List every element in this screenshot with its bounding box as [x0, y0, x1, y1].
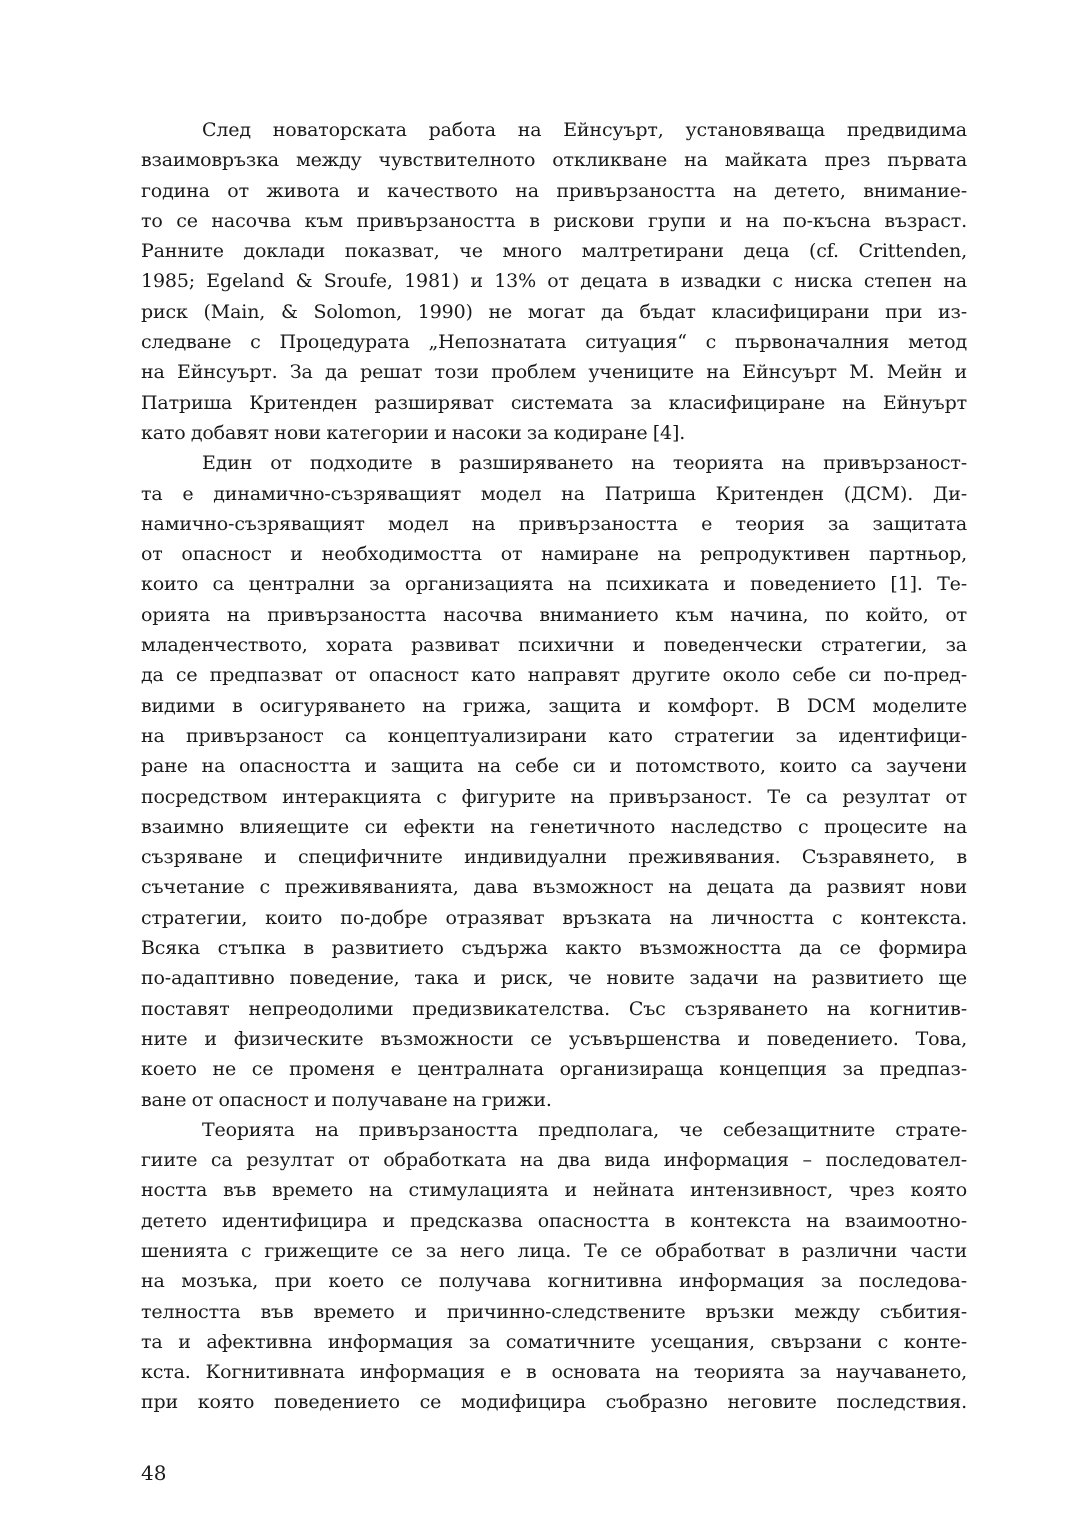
text-line: та и афективна информация за соматичните усещания, свързани с конте-	[141, 1330, 967, 1353]
text-line: то се насочва към привързаността в рискови групи и на по-късна възраст.	[141, 209, 967, 232]
text-line: След новаторската работа на Ейнсуърт, установяваща предвидима	[202, 119, 967, 141]
page-number: 48	[141, 1461, 167, 1485]
text-line: на привързаност са концептуализирани като стратегии за идентифици-	[141, 724, 967, 747]
text-line: Ранните доклади показват, че много малтретирани деца (cf. Crittenden,	[141, 240, 967, 263]
text-line: видими в осигуряването на грижа, защита и комфорт. В DCM моделите	[141, 694, 967, 717]
text-line: намично-съзряващият модел на привързаността е теория за защитата	[141, 512, 967, 535]
text-line: та е динамично-съзряващият модел на Патриша Критенден (ДСМ). Ди-	[141, 482, 967, 505]
text-line: Патриша Критенден разширяват системата за класифициране на Ейнуърт	[141, 391, 967, 414]
text-line: ване от опасност и получаване на грижи.	[141, 1088, 552, 1111]
text-line: което не се променя е централната организираща концепция за предпаз-	[141, 1058, 967, 1081]
text-line: по-адаптивно поведение, така и риск, че новите задачи на развитието ще	[141, 967, 967, 990]
text-line: 1985; Egeland & Sroufe, 1981) и 13% от децата в извадки с ниска степен на	[141, 270, 967, 293]
text-line: като добавят нови категории и насоки за кодиране [4].	[141, 421, 686, 444]
text-line: взаимовръзка между чувствителното откликване на майката през първата	[141, 149, 967, 172]
text-line: следване с Процедурата „Непознатата ситуация“ с първоначалния метод	[141, 331, 967, 354]
text-line: поставят непреодолими предизвикателства. Със съзряването на когнитив-	[141, 997, 967, 1020]
text-line: телността във времето и причинно-следствените връзки между събития-	[141, 1300, 967, 1323]
text-line: да се предпазват от опасност като направят другите около себе си по-пред-	[141, 664, 967, 687]
text-line: година от живота и качеството на привързаността на детето, внимание-	[141, 179, 967, 202]
text-line: при която поведението се модифицира съобразно неговите последствия.	[141, 1391, 967, 1414]
text-line: шенията с грижещите се за него лица. Те се обработват в различни части	[141, 1239, 967, 1262]
paragraph-3	[141, 1115, 967, 1418]
text-line: Теорията на привързаността предполага, че себезащитните страте-	[202, 1118, 967, 1141]
text-line: ране на опасността и защита на себе си и потомството, които са заучени	[141, 755, 967, 778]
paragraph-2	[141, 448, 967, 1115]
text-line: гиите са резултат от обработката на два вида информация – последовател-	[141, 1149, 967, 1172]
text-line: ността във времето на стимулацията и нейната интензивност, чрез която	[141, 1179, 967, 1202]
text-line: риск (Main, & Solomon, 1990) не могат да бъдат класифицирани при из-	[141, 300, 967, 323]
text-line: на мозъка, при което се получава когнитивна информация за последова-	[141, 1270, 967, 1293]
text-line: които са централни за организацията на психиката и поведението [1]. Те-	[141, 573, 967, 596]
body-text	[141, 115, 967, 1418]
text-line: ните и физическите възможности се усъвършенства и поведението. Това,	[141, 1027, 967, 1050]
text-line: на Ейнсуърт. За да решат този проблем учениците на Ейнсуърт М. Мейн и	[141, 361, 967, 384]
text-line: орията на привързаността насочва вниманието към начина, по който, от	[141, 603, 967, 626]
text-line: от опасност и необходимостта от намиране на репродуктивен партньор,	[141, 543, 967, 566]
text-line: детето идентифицира и предсказва опасността в контекста на взаимоотно-	[141, 1209, 967, 1232]
text-line: посредством интеракцията с фигурите на привързаност. Те са резултат от	[141, 785, 967, 808]
text-line: съчетание с преживяванията, дава възможност на децата да развият нови	[141, 876, 967, 899]
text-line: взаимно влияещите си ефекти на генетичното наследство с процесите на	[141, 815, 967, 838]
text-line: кста. Когнитивната информация е в основата на теорията за научаването,	[141, 1361, 967, 1384]
text-line: Един от подходите в разширяването на теорията на привързаност-	[202, 452, 967, 475]
text-line: стратегии, които по-добре отразяват връзката на личността с контекста.	[141, 906, 967, 929]
text-line: Всяка стъпка в развитието съдържа както възможността да се формира	[141, 937, 967, 960]
paragraph-1	[141, 115, 967, 448]
text-line: съзряване и специфичните индивидуални преживявания. Съзравянето, в	[141, 846, 967, 869]
text-line: младенчеството, хората развиват психични и поведенчески стратегии, за	[141, 634, 967, 657]
